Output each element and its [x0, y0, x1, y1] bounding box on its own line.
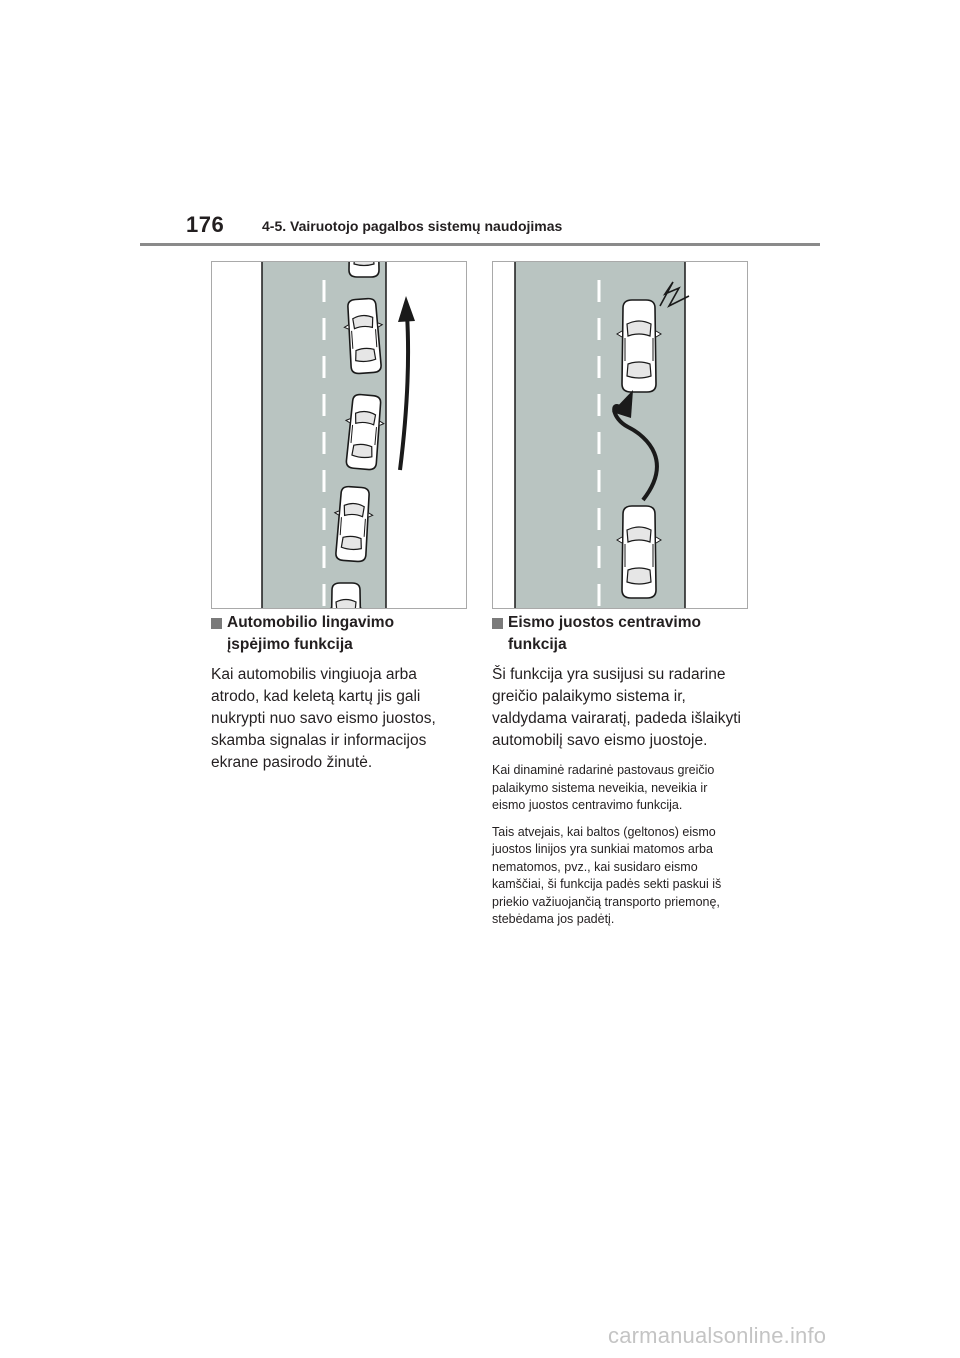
sway-warning-body: Kai automobilis vingiuoja arba atrodo, kad keletą kartų jis gali nukrypti nuo savo eismo juostos, skamba signalas ir informacijos ekrane pasirodo žinutė. [211, 666, 436, 771]
lane-centering-note: Tais atvejais, kai baltos (geltonos) eismo juostos linijos yra sunkiai matomos arba nematomos, pvz., kai susidaro eismo kamščiai, ši funkcija padės sekti paskui iš priekio važiuojančią transporto priemonę, stebėdama jos padėtį. [492, 824, 722, 926]
car-icon [617, 506, 661, 598]
square-bullet-icon [211, 618, 222, 629]
car-icon [345, 262, 383, 277]
watermark: carmanualsonline.info [608, 1323, 827, 1348]
lane-centering-heading [492, 612, 742, 656]
sway-warning-heading [211, 612, 461, 656]
heading-line: funkcija [508, 636, 567, 653]
heading-line: Automobilio lingavimo [227, 614, 395, 631]
sway-warning-section [211, 612, 461, 784]
lane-centering-body: Ši funkcija yra susijusi su radarine greičio palaikymo sistema ir, valdydama vairaratį, padeda išlaikyti automobilį savo eismo juostoje. [492, 666, 741, 749]
section-title: 4-5. Vairuotojo pagalbos sistemų naudojimas [262, 218, 563, 234]
direction-arrow [400, 314, 408, 470]
lane-centering-section [492, 612, 742, 938]
square-bullet-icon [492, 618, 503, 629]
heading-line: įspėjimo funkcija [227, 636, 353, 653]
lane-centering-note: Kai dinaminė radarinė pastovaus greičio palaikymo sistema neveikia, neveikia ir eismo juostos centravimo funkcija. [492, 763, 715, 812]
header-rule [140, 243, 820, 246]
heading-line: Eismo juostos centravimo [508, 614, 701, 631]
arrow-head-icon [398, 296, 415, 322]
page-number: 176 [186, 212, 225, 237]
car-icon [327, 583, 365, 608]
car-icon [617, 300, 661, 392]
sway-warning-illustration [211, 261, 467, 609]
lane-centering-illustration [492, 261, 748, 609]
